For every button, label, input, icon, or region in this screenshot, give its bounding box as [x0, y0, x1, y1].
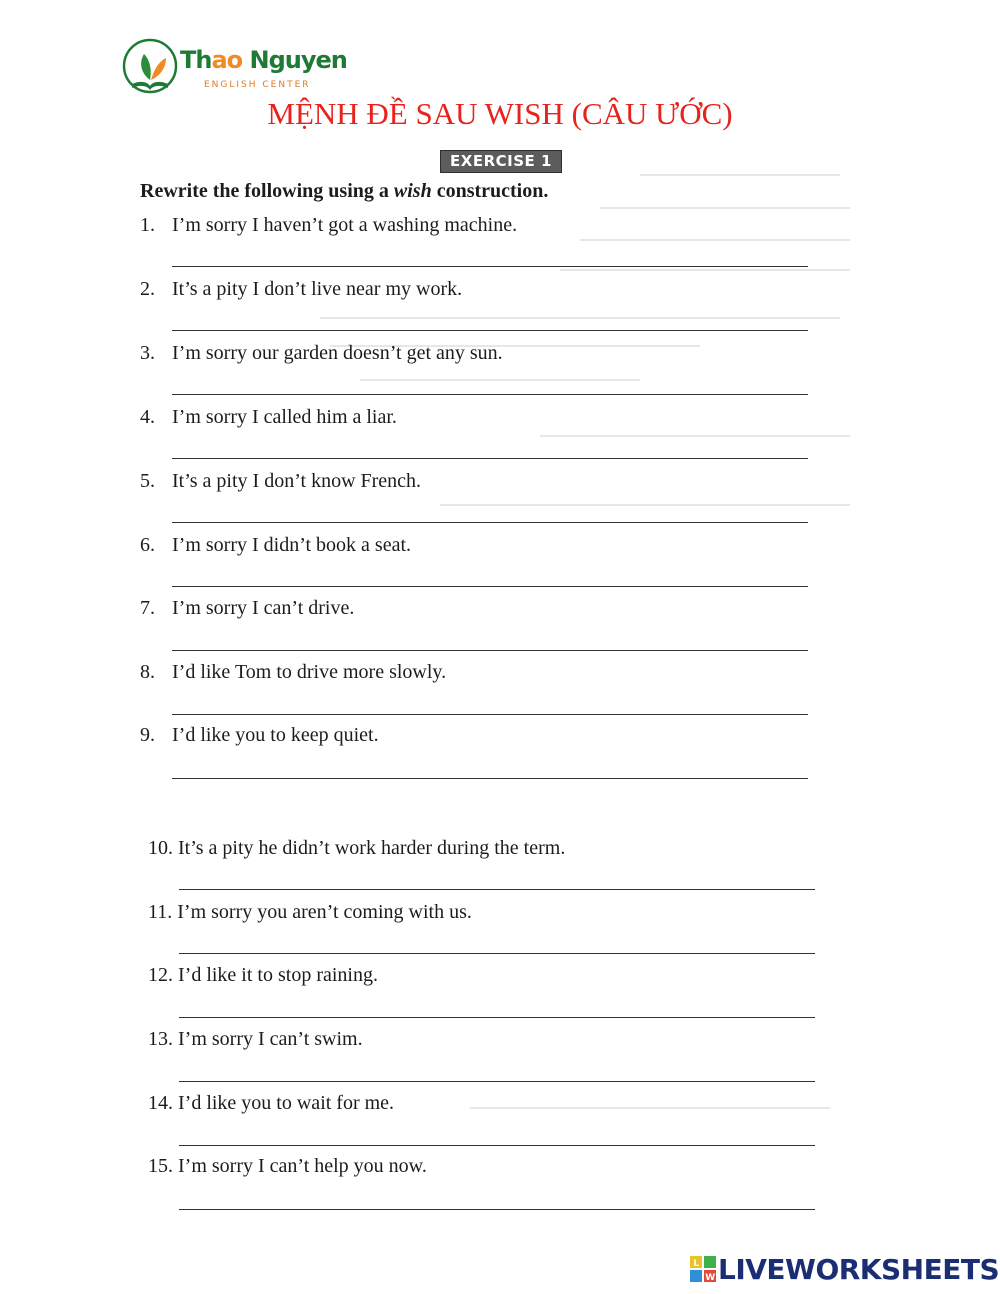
instruction-post: construction. [431, 180, 549, 202]
logo-name-post: Nguyen [242, 46, 347, 74]
question-text: I’m sorry I can’t drive. [172, 597, 355, 619]
answer-line-9[interactable] [172, 778, 808, 779]
logo-wordmark [180, 46, 347, 74]
question-6 [140, 534, 411, 557]
question-15 [148, 1155, 427, 1178]
question-number: 5. [140, 470, 155, 492]
question-text: I’m sorry I didn’t book a seat. [172, 534, 412, 556]
question-number: 2. [140, 278, 155, 300]
question-text: I’m sorry I can’t help you now. [178, 1155, 427, 1177]
question-number: 9. [140, 724, 155, 746]
logo-name-pre: Th [180, 46, 212, 74]
question-3 [140, 342, 503, 365]
question-text: I’m sorry I called him a liar. [172, 406, 397, 428]
question-2 [140, 278, 462, 301]
logo-subtitle: ENGLISH CENTER [204, 80, 311, 90]
question-5 [140, 470, 421, 493]
question-number: 6. [140, 534, 155, 556]
question-4 [140, 406, 397, 429]
answer-line-8[interactable] [172, 714, 808, 715]
question-text: It’s a pity I don’t know French. [172, 470, 422, 492]
question-text: It’s a pity he didn’t work harder during the term. [178, 837, 566, 859]
instruction [140, 180, 548, 203]
question-text: I’d like you to wait for me. [178, 1092, 395, 1114]
page-title: MỆNH ĐỀ SAU WISH (CÂU ƯỚC) [267, 96, 733, 131]
question-number: 15. [148, 1155, 173, 1177]
answer-line-12[interactable] [179, 1017, 815, 1018]
answer-line-2[interactable] [172, 330, 808, 331]
answer-line-4[interactable] [172, 458, 808, 459]
logo-name-accent: ao [211, 46, 243, 74]
liveworksheets-logo-icon [690, 1256, 716, 1282]
question-1 [140, 214, 517, 237]
instruction-pre: Rewrite the following using a [140, 180, 394, 202]
question-text: It’s a pity I don’t live near my work. [172, 278, 463, 300]
question-7 [140, 597, 354, 620]
answer-line-13[interactable] [179, 1081, 815, 1082]
question-number: 8. [140, 661, 155, 683]
answer-line-3[interactable] [172, 394, 808, 395]
question-11 [148, 901, 472, 924]
answer-line-14[interactable] [179, 1145, 815, 1146]
question-12 [148, 964, 378, 987]
question-number: 7. [140, 597, 155, 619]
exercise-badge: EXERCISE 1 [440, 150, 562, 173]
logo-mark-letter: W [705, 1273, 715, 1282]
brand-wordmark: LIVEWORKSHEETS [718, 1253, 1000, 1286]
logo-mark-letter: L [693, 1259, 699, 1269]
question-text: I’m sorry our garden doesn’t get any sun. [172, 342, 503, 364]
answer-line-7[interactable] [172, 650, 808, 651]
question-8 [140, 661, 446, 684]
liveworksheets-brand[interactable] [690, 1253, 999, 1285]
center-logo [120, 38, 360, 96]
answer-line-10[interactable] [179, 889, 815, 890]
question-text: I’m sorry I can’t swim. [178, 1028, 363, 1050]
answer-line-1[interactable] [172, 266, 808, 267]
answer-line-11[interactable] [179, 953, 815, 954]
question-number: 4. [140, 406, 155, 428]
question-number: 11. [148, 901, 173, 923]
leaf-book-icon [120, 38, 180, 94]
question-10 [148, 837, 565, 860]
question-number: 13. [148, 1028, 173, 1050]
answer-line-15[interactable] [179, 1209, 815, 1210]
question-9 [140, 724, 379, 747]
question-number: 10. [148, 837, 173, 859]
question-text: I’d like you to keep quiet. [172, 724, 379, 746]
question-text: I’m sorry you aren’t coming with us. [177, 901, 472, 923]
answer-line-5[interactable] [172, 522, 808, 523]
question-14 [148, 1092, 394, 1115]
question-number: 3. [140, 342, 155, 364]
question-13 [148, 1028, 363, 1051]
question-text: I’m sorry I haven’t got a washing machine. [172, 214, 518, 236]
question-text: I’d like Tom to drive more slowly. [172, 661, 447, 683]
question-text: I’d like it to stop raining. [178, 964, 378, 986]
question-number: 1. [140, 214, 155, 236]
answer-line-6[interactable] [172, 586, 808, 587]
question-number: 14. [148, 1092, 173, 1114]
question-number: 12. [148, 964, 173, 986]
instruction-emphasis: wish [393, 180, 432, 202]
